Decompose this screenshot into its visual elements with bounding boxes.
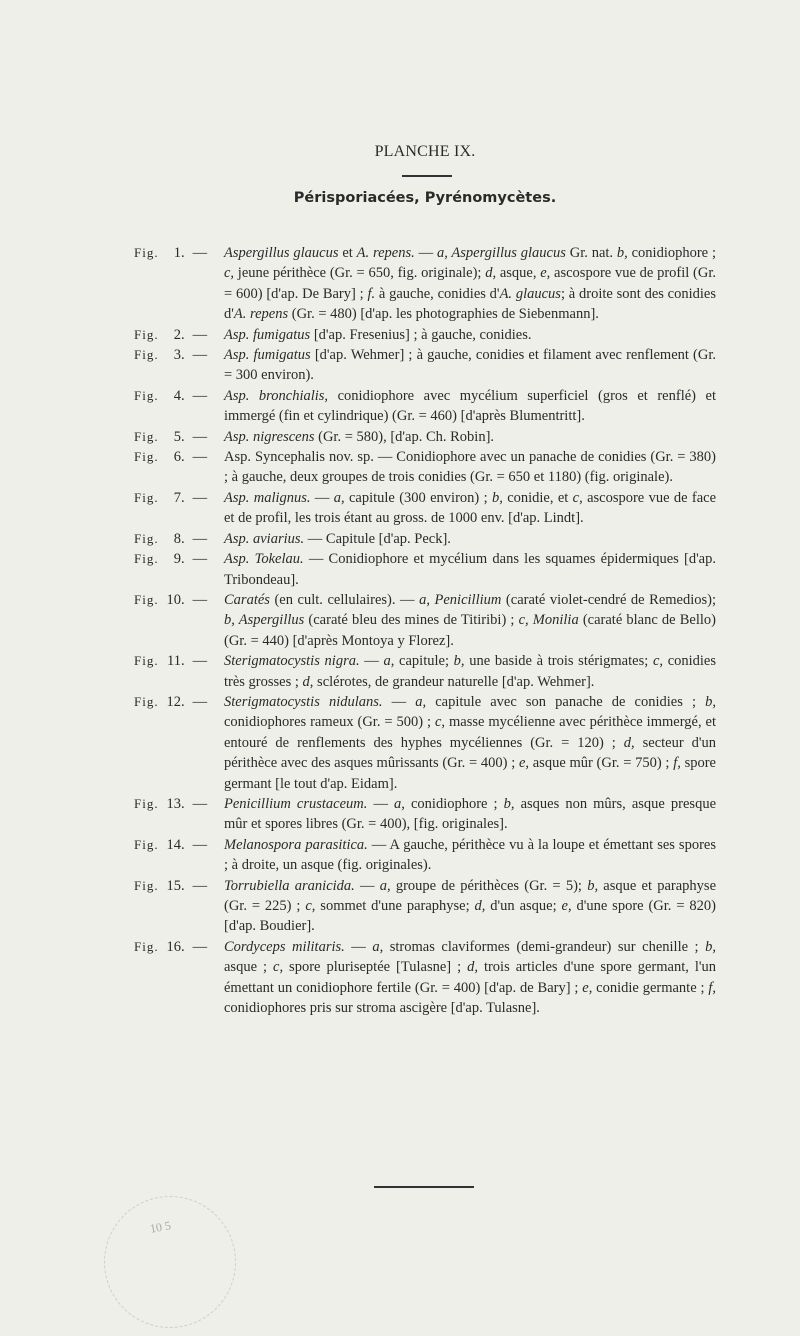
description-text: masse mycélienne avec périthèce immergé, et entouré de renflements des hyphes mycéliennes (Gr. = 120) ; — [224, 714, 716, 751]
description-text: ascospore vue de profil (Gr. = 600) [d'ap. De Bary] ; — [224, 265, 716, 302]
figure-number: 2. — [173, 326, 185, 343]
description-text: ascospore vue de face et de profil, les trois étant au gross. de 1000 env. [d'ap. Lindt]. — [224, 489, 717, 527]
figure-entry — [0, 835, 800, 876]
species-name: d, — [467, 959, 478, 976]
figure-entry — [0, 937, 800, 1019]
figure-word: Fig. — [134, 591, 159, 607]
figure-dash: — — [192, 591, 208, 608]
description-text: groupe de périthèces (Gr. = 5); — [390, 877, 588, 894]
figure-entry — [0, 692, 800, 794]
figure-description — [224, 243, 716, 325]
figure-number: 13. — [166, 795, 185, 812]
figure-entry — [0, 325, 800, 345]
figure-number: 12. — [166, 693, 185, 710]
figure-word: Fig. — [134, 428, 159, 444]
description-text: (en cult. cellulaires). — — [269, 591, 420, 608]
figure-label — [134, 427, 207, 447]
species-name: c, — [572, 489, 583, 506]
description-text: (caraté blanc de Bello) (Gr. = 440) [d'après Montoya y Florez]. — [224, 612, 717, 649]
species-name: Asp. fumigatus — [224, 326, 311, 343]
figure-dash: — — [192, 836, 208, 853]
figure-dash: — — [192, 245, 208, 261]
figure-label — [134, 386, 207, 406]
description-text: conidie germante ; — [592, 979, 709, 996]
description-text: — — [310, 489, 334, 506]
description-text: capitule (300 environ) ; — [344, 489, 492, 506]
species-name: Asp. Tokelau. — [224, 551, 304, 568]
figure-dash: — — [192, 795, 208, 812]
figure-dash: — — [192, 693, 208, 710]
figure-word: Fig. — [134, 347, 159, 363]
description-text: — Conidiophore avec un panache de conidies (Gr. = 380) ; à gauche, deux groupes de trois conidies (Gr. = 650 et 1180) (fig. originale). — [224, 449, 716, 486]
figure-description — [224, 692, 716, 794]
species-name: a, — [379, 877, 391, 894]
figure-entry — [0, 549, 800, 590]
species-name: Caratés — [224, 591, 270, 608]
figure-description — [224, 386, 716, 427]
description-text: — — [382, 693, 416, 710]
description-text: spore germant [le tout d'ap. Eidam]. — [224, 755, 716, 792]
figure-entry — [0, 590, 800, 651]
description-text: (Gr. = 580), [d'ap. Ch. Robin]. — [314, 428, 495, 445]
figure-label — [134, 549, 207, 569]
description-text: — — [354, 877, 380, 894]
description-text: conidies très grosses ; — [224, 653, 717, 690]
figure-legend-list — [0, 243, 800, 1018]
description-text: capitule; — [394, 653, 454, 670]
description-text: conidie, et — [502, 489, 573, 506]
figure-entry — [0, 345, 800, 386]
description-text: et — [338, 245, 357, 261]
figure-description — [224, 835, 716, 876]
species-name: Sterigmatocystis nigra. — [224, 653, 360, 670]
description-text: ; à droite sont des conidies d' — [224, 285, 717, 323]
figure-word: Fig. — [134, 877, 159, 893]
figure-label — [134, 692, 207, 712]
species-name: d, — [474, 898, 486, 914]
species-name: Cordyceps militaris. — [224, 938, 345, 955]
species-name: e, — [561, 898, 572, 914]
species-name: c, — [305, 898, 316, 914]
figure-description — [224, 794, 716, 835]
figure-number: 7. — [173, 489, 185, 506]
description-text: asques non mûrs, asque presque mûr et spores libres (Gr. = 400), [fig. originales]. — [224, 795, 717, 833]
species-name: f, — [708, 979, 717, 996]
species-name: b, — [705, 938, 716, 955]
figure-word: Fig. — [134, 489, 159, 505]
figure-description — [224, 651, 716, 692]
figure-number: 15. — [166, 877, 185, 894]
species-name: Penicillium crustaceum. — [224, 795, 368, 812]
figure-word: Fig. — [134, 387, 159, 403]
species-name: Asp. bronchialis, — [224, 387, 329, 404]
figure-label — [134, 345, 207, 365]
species-name: Aspergillus glaucus — [224, 245, 339, 261]
description-text: — A gauche, périthèce vu à la loupe et émettant ses spores ; à droite, un asque (fig. originales). — [224, 836, 716, 874]
figure-label — [134, 590, 207, 610]
description-text: — — [367, 795, 395, 812]
figure-number: 1. — [173, 245, 185, 261]
figure-word: Fig. — [134, 326, 159, 342]
figure-word: Fig. — [134, 449, 159, 465]
figure-dash: — — [192, 653, 208, 670]
figure-number: 6. — [173, 449, 185, 466]
figure-word: Fig. — [134, 938, 159, 954]
figure-description — [224, 427, 716, 447]
description-text: — — [359, 653, 384, 670]
species-name: b, — [616, 245, 628, 261]
species-name: a, — [415, 693, 427, 710]
species-name: f, — [673, 755, 681, 772]
figure-description — [224, 529, 716, 549]
species-name: Asp. malignus. — [224, 489, 311, 506]
figure-entry — [0, 488, 800, 529]
species-name: b, — [453, 653, 465, 670]
figure-number: 8. — [173, 530, 185, 547]
bottom-divider — [374, 1186, 474, 1188]
species-name: Torrubiella aranicida. — [224, 877, 355, 894]
figure-entry — [0, 427, 800, 447]
species-name: f. — [367, 285, 376, 302]
description-text: conidiophores pris sur stroma ascigère [d'ap. Tulasne]. — [224, 1000, 540, 1017]
description-text: [d'ap. Fresenius] ; à gauche, conidies. — [310, 326, 532, 343]
species-name: a, Penicillium — [419, 591, 502, 608]
figure-description — [224, 876, 716, 937]
figure-label — [134, 651, 207, 671]
figure-description — [224, 937, 716, 1019]
species-name: c, Monilia — [518, 612, 579, 629]
species-name: c, — [273, 959, 284, 976]
description-text: trois articles d'une spore germant, l'un émettant un conidiophore fertile (Gr. = 400) [d'ap. de Bary] ; — [224, 959, 716, 996]
figure-number: 16. — [166, 938, 185, 955]
figure-entry — [0, 529, 800, 549]
figure-dash: — — [192, 938, 208, 955]
figure-dash: — — [192, 347, 208, 364]
figure-dash: — — [192, 387, 208, 404]
description-text: asque ; — [224, 959, 274, 976]
species-name: b, — [587, 877, 599, 894]
figure-word: Fig. — [134, 551, 159, 567]
species-name: c, — [652, 653, 663, 670]
description-text: (caraté bleu des mines de Titiribi) ; — [304, 612, 519, 629]
description-text: conidiophore ; — [404, 795, 504, 812]
species-name: A. repens — [233, 306, 289, 323]
description-text: asque et paraphyse (Gr. = 225) ; — [224, 877, 717, 914]
description-text: — Conidiophore et mycélium dans les squames épidermiques [d'ap. Tribondeau]. — [224, 551, 716, 588]
figure-dash: — — [192, 877, 208, 894]
figure-description — [224, 447, 716, 488]
description-text: sclérotes, de grandeur naturelle [d'ap. Wehmer]. — [313, 673, 595, 690]
figure-entry — [0, 794, 800, 835]
description-text: conidiophores rameux (Gr. = 500) ; — [224, 714, 435, 731]
figure-word: Fig. — [134, 245, 159, 260]
library-stamp — [104, 1196, 236, 1328]
figure-entry — [0, 651, 800, 692]
figure-description — [224, 488, 716, 529]
species-name: b, — [491, 489, 503, 506]
description-text: Gr. nat. — [565, 245, 617, 261]
figure-number: 14. — [166, 836, 185, 853]
library-stamp-text: 10 5 — [148, 1218, 172, 1236]
figure-entry — [0, 876, 800, 937]
title-divider — [402, 175, 452, 177]
species-name: a, — [372, 938, 384, 955]
figure-entry — [0, 447, 800, 488]
figure-label — [134, 937, 207, 957]
figure-dash: — — [192, 530, 208, 547]
figure-word: Fig. — [134, 693, 159, 709]
species-name: c, — [224, 265, 235, 282]
figure-label — [134, 876, 207, 896]
figure-number: 3. — [173, 347, 185, 364]
figure-dash: — — [192, 326, 208, 343]
species-name: Asp. nigrescens — [224, 428, 315, 445]
figure-number: 5. — [173, 428, 185, 445]
species-name: a, Aspergillus glaucus — [436, 245, 566, 261]
species-name: e, — [582, 979, 593, 996]
figure-dash: — — [192, 428, 208, 445]
description-text: jeune périthèce (Gr. = 650, fig. originale); — [234, 265, 486, 282]
plate-title: PLANCHE IX. — [374, 143, 476, 160]
species-name: d, — [302, 673, 314, 690]
description-text: conidiophore ; — [627, 245, 716, 261]
species-name: A. repens. — [356, 245, 415, 261]
figure-label — [134, 488, 207, 508]
figure-dash: — — [192, 551, 208, 568]
species-name: c, — [434, 714, 446, 731]
description-text: asque mûr (Gr. = 750) ; — [529, 755, 674, 772]
description-text: une baside à trois stérigmates; — [464, 653, 653, 670]
species-name: e, — [518, 755, 530, 772]
species-name: b, — [705, 693, 717, 710]
description-text: à gauche, conidies d' — [375, 285, 500, 302]
figure-entry — [0, 386, 800, 427]
description-text: Asp. Syncephalis nov. sp. — [224, 449, 374, 466]
description-text: — Capitule [d'ap. Peck]. — [304, 530, 451, 547]
figure-word: Fig. — [134, 795, 159, 811]
species-name: Melanospora parasitica. — [224, 836, 368, 853]
species-name: d, — [485, 265, 497, 282]
description-text: secteur d'un périthèce avec des asques mûrissants (Gr. = 400) ; — [224, 734, 717, 772]
figure-word: Fig. — [134, 836, 159, 852]
description-text: spore pluriseptée [Tulasne] ; — [283, 959, 468, 976]
species-name: b, — [503, 795, 515, 812]
figure-label — [134, 529, 207, 549]
figure-description — [224, 345, 716, 386]
figure-label — [134, 447, 207, 467]
figure-number: 11. — [167, 653, 185, 670]
figure-dash: — — [192, 449, 208, 466]
description-text: (Gr. = 480) [d'ap. les photographies de Siebenmann]. — [288, 306, 599, 323]
species-name: a, — [394, 795, 405, 812]
description-text: — — [414, 245, 437, 261]
species-name: e, — [540, 265, 551, 282]
description-text: (caraté violet-cendré de Remedios); — [501, 591, 717, 608]
figure-number: 4. — [173, 387, 185, 404]
description-text: [d'ap. Wehmer] ; à gauche, conidies et filament avec renflement (Gr. = 300 environ). — [224, 347, 716, 384]
description-text: d'un asque; — [485, 898, 562, 914]
description-text: — — [344, 938, 373, 955]
species-name: a, — [383, 653, 395, 670]
figure-dash: — — [192, 489, 208, 506]
description-text: sommet d'une paraphyse; — [315, 898, 475, 914]
figure-word: Fig. — [134, 653, 159, 669]
figure-number: 10. — [166, 591, 185, 608]
description-text: conidiophore avec mycélium superficiel (gros et renflé) et immergé (fin et cylindrique) (Gr. = 460) [d'après Blumentritt]. — [224, 387, 716, 425]
figure-number: 9. — [173, 551, 185, 568]
species-name: Sterigmatocystis nidulans. — [224, 693, 383, 710]
species-name: d, — [623, 734, 635, 751]
plate-subtitle: Périsporiacées, Pyrénomycètes. — [293, 190, 557, 206]
species-name: Asp. aviarius. — [224, 530, 305, 547]
species-name: Asp. fumigatus — [224, 347, 311, 364]
figure-label — [134, 325, 207, 345]
figure-description — [224, 325, 716, 345]
species-name: A. glaucus — [499, 285, 561, 302]
figure-label — [134, 243, 207, 263]
description-text: d'une spore (Gr. = 820) [d'ap. Boudier]. — [224, 898, 716, 935]
figure-word: Fig. — [134, 530, 159, 546]
figure-description — [224, 549, 716, 590]
figure-label — [134, 835, 207, 855]
species-name: b, Aspergillus — [224, 612, 305, 629]
description-text: asque, — [496, 265, 541, 282]
description-text: stromas claviformes (demi-grandeur) sur chenille ; — [383, 938, 706, 955]
species-name: a, — [333, 489, 345, 506]
description-text: capitule avec son panache de conidies ; — [426, 693, 706, 710]
figure-entry — [0, 243, 800, 325]
figure-label — [134, 794, 207, 814]
figure-description — [224, 590, 716, 651]
